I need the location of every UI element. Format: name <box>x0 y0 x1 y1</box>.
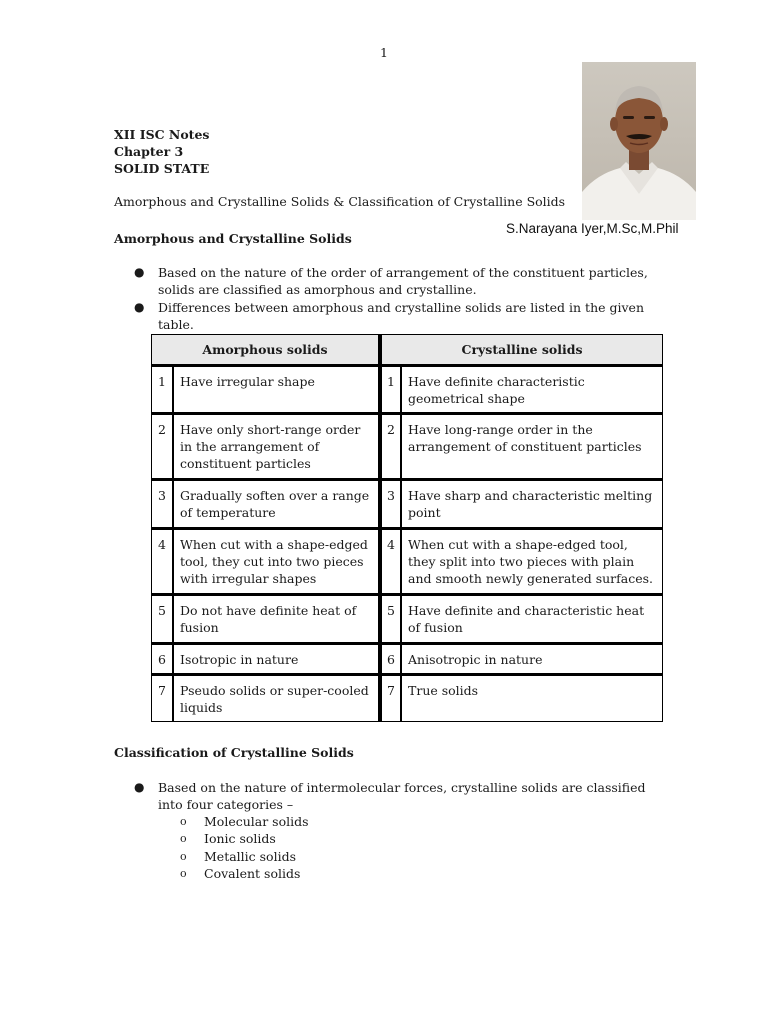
bullet-text: Based on the nature of intermolecular forces, crystalline solids are classified into four categories – <box>158 780 646 812</box>
amorphous-cell: Gradually soften over a range of temperature <box>173 479 379 528</box>
bullet-icon: ● <box>134 300 145 314</box>
row-number: 2 <box>379 413 401 479</box>
comparison-table <box>151 334 663 722</box>
row-number: 3 <box>151 479 173 528</box>
list-item <box>178 830 672 847</box>
crystalline-cell: True solids <box>401 674 663 722</box>
table-row <box>151 479 663 528</box>
crystalline-cell: Have sharp and characteristic melting point <box>401 479 663 528</box>
row-number: 3 <box>379 479 401 528</box>
chapter-title: SOLID STATE <box>114 161 210 176</box>
circle-bullet-icon: o <box>180 815 187 828</box>
category-text: Molecular solids <box>204 814 309 829</box>
amorphous-cell: Pseudo solids or super-cooled liquids <box>173 674 379 722</box>
classification-bullet-list <box>132 779 672 882</box>
document-subtitle: Amorphous and Crystalline Solids & Classification of Crystalline Solids <box>114 194 566 209</box>
chapter-number: Chapter 3 <box>114 144 184 159</box>
author-portrait-image <box>582 62 696 220</box>
row-number: 2 <box>151 413 173 479</box>
table-row <box>151 643 663 674</box>
crystalline-cell: Anisotropic in nature <box>401 643 663 674</box>
circle-bullet-icon: o <box>180 832 187 846</box>
list-item <box>178 865 672 882</box>
row-number: 4 <box>379 528 401 594</box>
section-title-amorphous-crystalline: Amorphous and Crystalline Solids <box>114 231 352 246</box>
section-title-classification: Classification of Crystalline Solids <box>114 745 354 760</box>
author-name: S.Narayana Iyer,M.Sc,M.Phil <box>506 221 679 236</box>
table-row <box>151 674 663 722</box>
crystalline-cell: When cut with a shape-edged tool, they split into two pieces with plain and smooth newly generated surfaces. <box>401 528 663 594</box>
bullet-icon: ● <box>134 780 145 794</box>
table-row <box>151 365 663 413</box>
author-photo <box>582 62 696 220</box>
amorphous-cell: When cut with a shape-edged tool, they cut into two pieces with irregular shapes <box>173 528 379 594</box>
amorphous-cell: Have irregular shape <box>173 365 379 413</box>
amorphous-cell: Isotropic in nature <box>173 643 379 674</box>
header-crystalline: Crystalline solids <box>379 334 663 365</box>
circle-bullet-icon: o <box>180 849 187 863</box>
crystalline-cell: Have definite characteristic geometrical shape <box>401 365 663 413</box>
row-number: 1 <box>379 365 401 413</box>
header-amorphous: Amorphous solids <box>151 334 379 365</box>
intro-bullet-list <box>132 264 672 333</box>
amorphous-cell: Do not have definite heat of fusion <box>173 594 379 643</box>
category-text: Covalent solids <box>204 865 301 881</box>
crystalline-cell: Have definite and characteristic heat of fusion <box>401 594 663 643</box>
page-number: 1 <box>380 45 388 60</box>
amorphous-cell: Have only short-range order in the arrangement of constituent particles <box>173 413 379 479</box>
table-row <box>151 413 663 479</box>
row-number: 6 <box>151 643 173 674</box>
circle-bullet-icon: o <box>180 866 187 880</box>
table-row <box>151 594 663 643</box>
bullet-icon: ● <box>134 265 145 279</box>
row-number: 5 <box>151 594 173 643</box>
table-header-row <box>151 334 663 365</box>
list-item <box>132 299 672 333</box>
list-item <box>132 264 672 298</box>
bullet-text: Differences between amorphous and crystalline solids are listed in the given table. <box>158 300 644 332</box>
list-item <box>178 848 672 865</box>
table-row <box>151 528 663 594</box>
course-title: XII ISC Notes <box>114 127 210 142</box>
list-item <box>178 813 672 830</box>
crystalline-cell: Have long-range order in the arrangement of constituent particles <box>401 413 663 479</box>
document-heading <box>114 126 209 177</box>
row-number: 5 <box>379 594 401 643</box>
bullet-text: Based on the nature of the order of arrangement of the constituent particles, solids are classified as amorphous and crystalline. <box>158 265 648 297</box>
row-number: 6 <box>379 643 401 674</box>
row-number: 1 <box>151 365 173 413</box>
category-text: Ionic solids <box>204 831 276 847</box>
row-number: 7 <box>151 674 173 722</box>
category-list <box>178 813 672 882</box>
category-text: Metallic solids <box>204 848 296 864</box>
row-number: 4 <box>151 528 173 594</box>
row-number: 7 <box>379 674 401 722</box>
list-item <box>132 779 672 882</box>
